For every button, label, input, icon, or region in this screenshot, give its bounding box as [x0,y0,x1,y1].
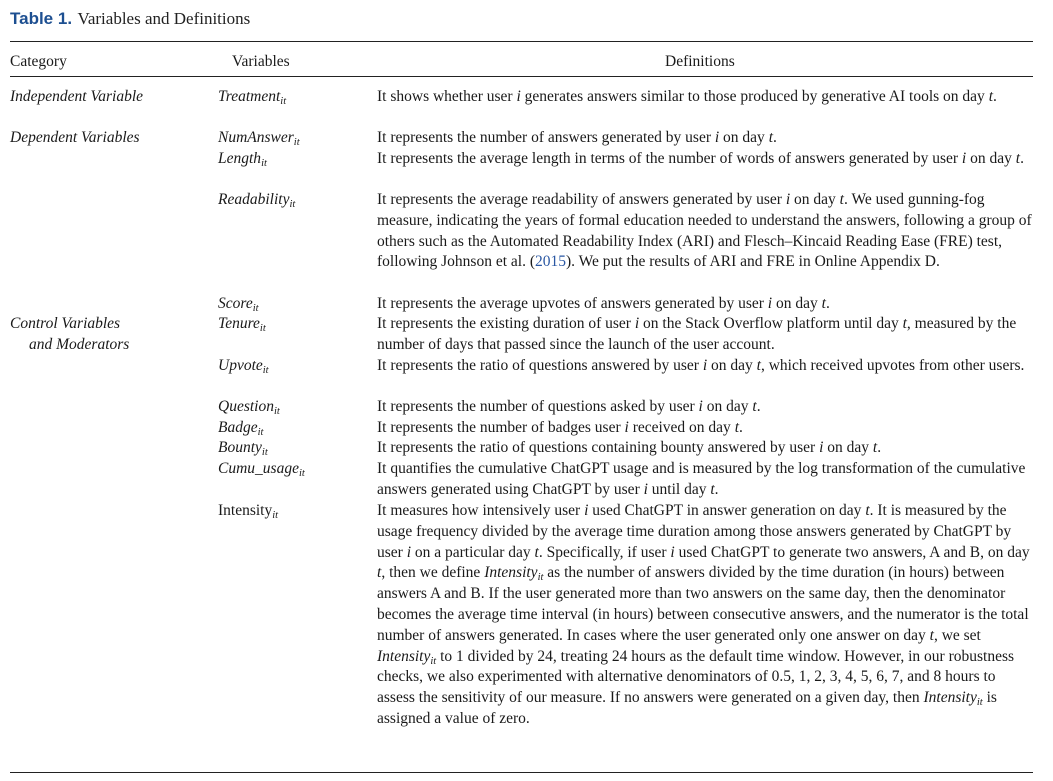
def-text: as the number of answers divided by the time duration (in hours) between answers A and B. If the user generated more than two answers on the same day, then the denominator becomes the average time interval (in hours) between consecutive answers, and the numerator is the total number of answers generated. In cases where the user generated only one answer on day [377,564,1029,644]
category-independent: Independent Variable [10,88,144,105]
def-math: t [534,543,539,561]
def-text: . [825,295,830,312]
def-text: . [1020,150,1024,167]
def-text: on day [966,150,1016,167]
def-subscript: it [430,655,437,667]
def-math: i [785,191,791,208]
def-math: i [819,439,824,456]
def-text: on day [823,439,873,456]
bottom-rule [10,772,1033,773]
def-subscript: it [537,572,544,584]
def-question [377,397,1037,418]
var-subscript: it [259,323,266,334]
def-math: i [698,398,703,415]
def-math: t [1015,150,1021,167]
def-bounty [377,438,1037,459]
def-length [377,149,1037,170]
def-readability [377,190,1037,273]
var-score [218,294,368,315]
def-math: t [734,419,739,436]
var-subscript: it [272,510,279,521]
def-math: Intensity [484,564,538,582]
var-intensity [218,501,368,522]
def-text: . [993,88,997,105]
var-name: Question [218,398,274,415]
def-math: t [710,480,715,498]
def-text: . [773,129,777,146]
header-category: Category [10,53,67,70]
citation-link[interactable]: 2015 [535,253,566,271]
def-text: It represents the number of answers generated by user [377,129,715,146]
def-text: received on day [628,419,735,436]
table-caption [10,9,250,29]
var-subscript: it [252,303,259,314]
def-text: . We used gunning-fog measure, indicating the years of formal education needed to understand the answers, following a group of others such as the Automated Readability Index (ARI) and Flesch–Kincaid Reading Ease (FRE) test, following Johnson et al. ( [377,191,1032,271]
def-text: It represents the average upvotes of answers generated by user [377,295,768,312]
def-tenure [377,314,1037,356]
def-math: i [670,543,675,561]
def-text: It represents the number of questions asked by user [377,398,699,415]
header-rule [10,76,1033,77]
var-name: Cumu_usage [218,460,299,477]
def-numanswer [377,128,1037,149]
var-treatment [218,87,368,108]
def-text: on day [702,398,753,415]
def-text: It represents the existing duration of user [377,315,635,332]
def-text: on day [790,191,840,208]
var-subscript: it [261,158,267,169]
caption-title: Variables and Definitions [77,9,251,28]
category-control-line1: Control Variables [10,315,121,332]
var-name: Intensity [218,502,273,519]
def-math: t [865,502,870,519]
def-text: It represents the number of badges user [377,419,625,436]
var-subscript: it [257,427,264,438]
var-numanswer [218,128,368,149]
var-bounty [218,438,368,459]
def-text: on day [707,357,757,374]
def-badge [377,418,1037,439]
var-name: Length [218,150,262,167]
def-math: i [643,480,648,498]
var-name: Score [218,295,253,312]
def-math: i [961,150,967,167]
category-dependent: Dependent Variables [10,129,140,146]
def-text: , which received upvotes from other users. [760,357,1025,374]
def-math: t [821,295,826,312]
def-text: . [877,439,882,456]
def-text: until day [647,480,711,498]
var-subscript: it [262,365,269,376]
var-name: Tenure [218,315,260,332]
def-text: It represents the ratio of questions answered by user [377,357,703,374]
def-math: t [752,398,757,415]
var-subscript: it [261,447,268,458]
def-text: on the Stack Overflow platform until day [639,315,903,332]
def-text: It represents the average length in terms of the number of words of answers generated by user [377,150,962,167]
def-math: i [702,357,708,374]
var-name: Readability [218,191,290,208]
def-text: to 1 divided by 24, treating 24 hours as the default time window. However, in our robustness checks, we also experimented with alternative denominators of 0.5, 1, 2, 3, 4, 5, 6, 7, and 8 hours to assess the sensitivity of our measure. If no answers were generated on a given day, then [377,647,1015,707]
header-definitions: Definitions [665,53,735,70]
header-variables: Variables [232,53,290,70]
var-readability [218,190,368,211]
def-text: , then we define [381,564,485,582]
def-intensity [377,501,1037,730]
def-math: t [988,88,993,105]
def-math: Intensity [377,647,431,665]
var-name: Badge [218,419,258,436]
def-text: . It is measured by the usage frequency divided by the average time duration among those answers generated by ChatGPT by user [377,502,1012,561]
def-math: t [929,626,934,644]
def-text: . [739,419,743,436]
def-math: i [584,502,589,519]
var-subscript: it [298,468,305,479]
def-text: , measured by the number of days that passed since the launch of the user account. [377,315,1017,353]
category-control-line2: and Moderators [29,335,130,353]
var-subscript: it [289,199,296,210]
def-text: used ChatGPT in answer generation on day [588,502,866,519]
var-subscript: it [273,406,280,417]
caption-label: Table 1. [10,9,73,28]
def-math: i [406,543,412,561]
def-math: t [872,439,878,456]
def-text: ). We put the results of ARI and FRE in Online Appendix D. [566,253,940,271]
var-name: Treatment [218,88,281,105]
def-text: on a particular day [411,543,535,561]
def-text: generates answers similar to those produced by generative AI tools on day [520,88,989,105]
def-text: . Specifically, if user [538,543,671,561]
var-subscript: it [293,137,300,148]
var-length [218,149,368,170]
def-math: t [839,191,844,208]
def-text: is assigned a value of zero. [377,689,997,727]
var-name: Upvote [218,357,263,374]
def-math: Intensity [923,689,977,707]
def-text: on day [772,295,822,312]
var-name: Bounty [218,439,262,456]
var-name: NumAnswer [218,129,294,146]
def-text: It measures how intensively user [377,502,585,519]
def-text: It represents the ratio of questions containing bounty answered by user [377,439,820,456]
var-question [218,397,368,418]
def-text: used ChatGPT to generate two answers, A and B, on day [674,543,1030,561]
def-math: t [768,129,773,146]
var-badge [218,418,368,439]
def-math: t [377,564,382,582]
def-text: . [756,398,761,415]
def-text: , we set [933,626,981,644]
def-math: t [756,357,761,374]
var-subscript: it [280,96,287,107]
def-math: i [634,315,640,332]
var-upvote [218,356,368,377]
def-subscript: it [976,697,983,709]
def-math: i [624,419,629,436]
var-tenure [218,314,368,335]
top-rule [10,41,1033,42]
def-treatment [377,87,1037,108]
def-cumu-usage [377,459,1037,501]
def-text: It represents the average readability of answers generated by user [377,191,786,208]
def-upvote [377,356,1037,377]
def-text: on day [719,129,769,146]
def-math: i [714,129,720,146]
category-control [10,314,210,356]
def-text: . [714,480,719,498]
def-text: It quantifies the cumulative ChatGPT usage and is measured by the log transformation of the cumulative answers generated using ChatGPT by user [377,460,1026,498]
var-cumu-usage [218,459,368,480]
def-text: It shows whether user [377,88,517,105]
def-math: i [767,295,773,312]
table-page [10,0,1033,781]
def-score [377,294,1037,315]
def-math: i [516,88,521,105]
def-math: t [902,315,907,332]
